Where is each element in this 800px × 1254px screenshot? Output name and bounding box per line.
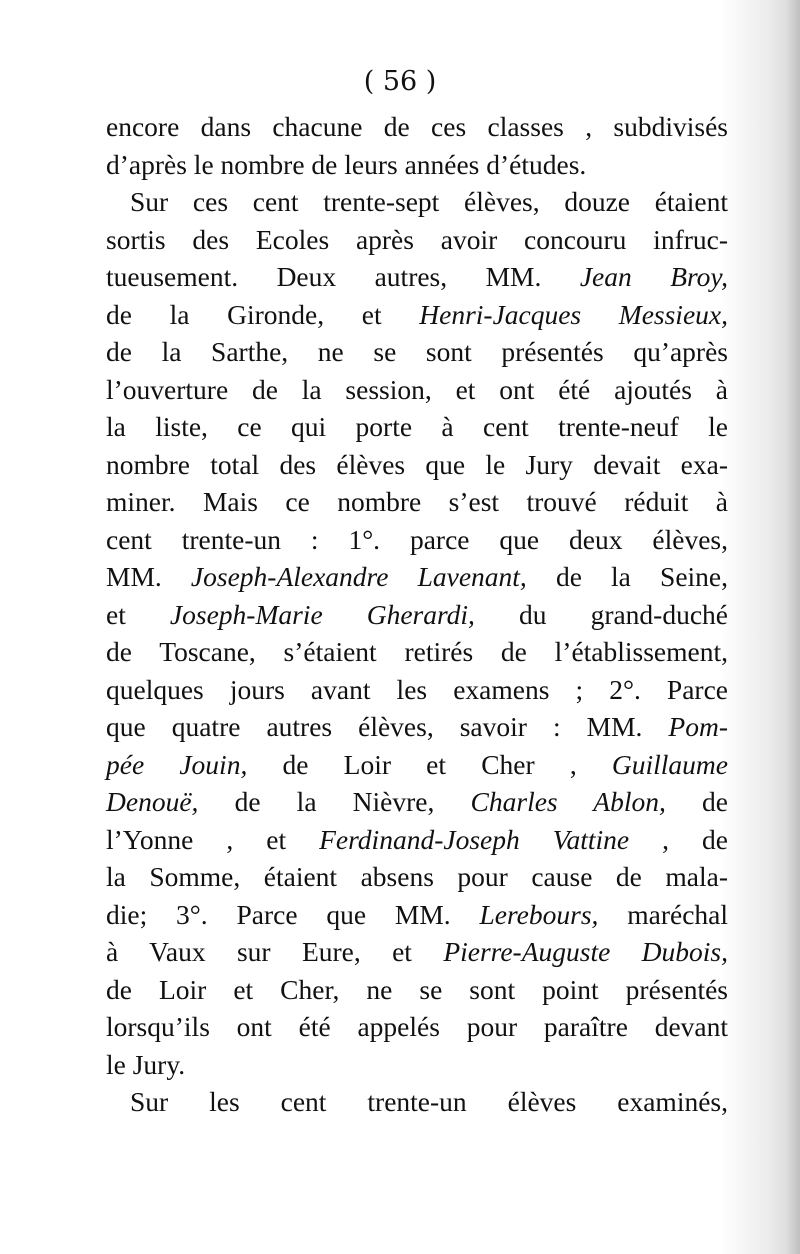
text-segment: tueusement. Deux autres, MM.: [106, 261, 580, 292]
text-segment: et: [106, 598, 170, 630]
text-segment: que quatre autres élèves, savoir : MM.: [106, 711, 669, 742]
text-line: [106, 821, 728, 859]
text-segment: de Loir et Cher ,: [247, 748, 612, 780]
text-line: [106, 521, 728, 559]
text-line: [106, 671, 728, 709]
text-segment: de la Seine,: [526, 561, 728, 592]
text-line: [106, 633, 728, 671]
text-segment: lorsqu’ils ont été appelés pour paraître devant: [106, 1011, 728, 1042]
italic-text-segment: Joseph-Marie Gherardi,: [169, 598, 475, 630]
text-line: [106, 858, 728, 896]
text-line: [106, 896, 728, 934]
text-line: [106, 1008, 728, 1046]
italic-text-segment: Pom-: [668, 711, 728, 742]
text-segment: quelques jours avant les examens ; 2°. Parce: [106, 673, 728, 705]
text-segment: la Somme, étaient absens pour cause de mala-: [106, 861, 728, 892]
text-line: [106, 108, 728, 146]
text-segment: de la Gironde, et: [106, 298, 420, 330]
text-segment: nombre total des élèves que le Jury devait exa-: [106, 448, 728, 480]
italic-text-segment: Pierre-Auguste Dubois,: [443, 936, 728, 967]
text-segment: de Loir et Cher, ne se sont point présentés: [106, 973, 728, 1005]
text-line: [106, 258, 728, 296]
text-line: [106, 221, 728, 259]
italic-text-segment: pée Jouin,: [106, 748, 248, 780]
italic-text-segment: Guillaume: [611, 748, 729, 780]
text-segment: le Jury.: [106, 1048, 186, 1080]
text-segment: d’après le nombre de leurs années d’études.: [106, 148, 587, 180]
text-segment: Sur ces cent trente-sept élèves, douze étaient: [130, 186, 728, 217]
text-line: [106, 333, 728, 371]
italic-text-segment: Charles Ablon,: [470, 786, 666, 817]
text-line: [106, 1083, 728, 1121]
text-line: [106, 783, 728, 821]
text-line: [106, 558, 728, 596]
body-text: [106, 108, 728, 1121]
text-segment: cent trente-un : 1°. parce que deux élèves,: [106, 523, 728, 555]
italic-text-segment: Henri-Jacques Messieux,: [419, 298, 728, 330]
text-line: [106, 933, 728, 971]
text-segment: l’Yonne , et: [106, 823, 320, 855]
text-segment: à Vaux sur Eure, et: [106, 936, 444, 967]
text-segment: de la Nièvre,: [198, 786, 471, 817]
text-line: [106, 371, 728, 409]
text-line: [106, 708, 728, 746]
italic-text-segment: Lerebours,: [479, 898, 599, 930]
text-line: [106, 296, 728, 334]
italic-text-segment: Denouë,: [106, 786, 199, 817]
italic-text-segment: Joseph-Alexandre Lavenant,: [190, 561, 527, 592]
text-segment: la liste, ce qui porte à cent trente-neuf le: [106, 411, 728, 442]
text-line: [106, 971, 728, 1009]
text-line: [106, 596, 728, 634]
text-segment: , de: [629, 823, 728, 855]
text-line: [106, 408, 728, 446]
text-segment: de: [665, 786, 728, 817]
text-line: [106, 1046, 728, 1084]
italic-text-segment: Ferdinand-Joseph Vattine: [319, 823, 630, 855]
text-line: [106, 483, 728, 521]
text-segment: du grand-duché: [474, 598, 728, 630]
text-segment: maréchal: [598, 898, 728, 930]
text-line: [106, 146, 728, 184]
text-line: [106, 183, 728, 221]
text-segment: miner. Mais ce nombre s’est trouvé réduit à: [106, 486, 728, 517]
text-segment: de la Sarthe, ne se sont présentés qu’après: [106, 336, 728, 367]
text-segment: MM.: [106, 561, 191, 592]
page-edge-shadow: [786, 0, 800, 1254]
text-segment: l’ouverture de la session, et ont été ajoutés à: [106, 373, 728, 405]
italic-text-segment: Jean Broy,: [579, 261, 728, 292]
text-segment: encore dans chacune de ces classes , subdivisés: [106, 111, 728, 142]
text-segment: die; 3°. Parce que MM.: [106, 898, 480, 930]
text-segment: de Toscane, s’étaient retirés de l’établissement,: [106, 636, 728, 667]
text-segment: Sur les cent trente-un élèves examinés,: [130, 1086, 728, 1117]
text-line: [106, 446, 728, 484]
text-segment: sortis des Ecoles après avoir concouru infruc-: [106, 223, 728, 255]
page-number: ( 56 ): [363, 66, 437, 97]
text-line: [106, 746, 728, 784]
